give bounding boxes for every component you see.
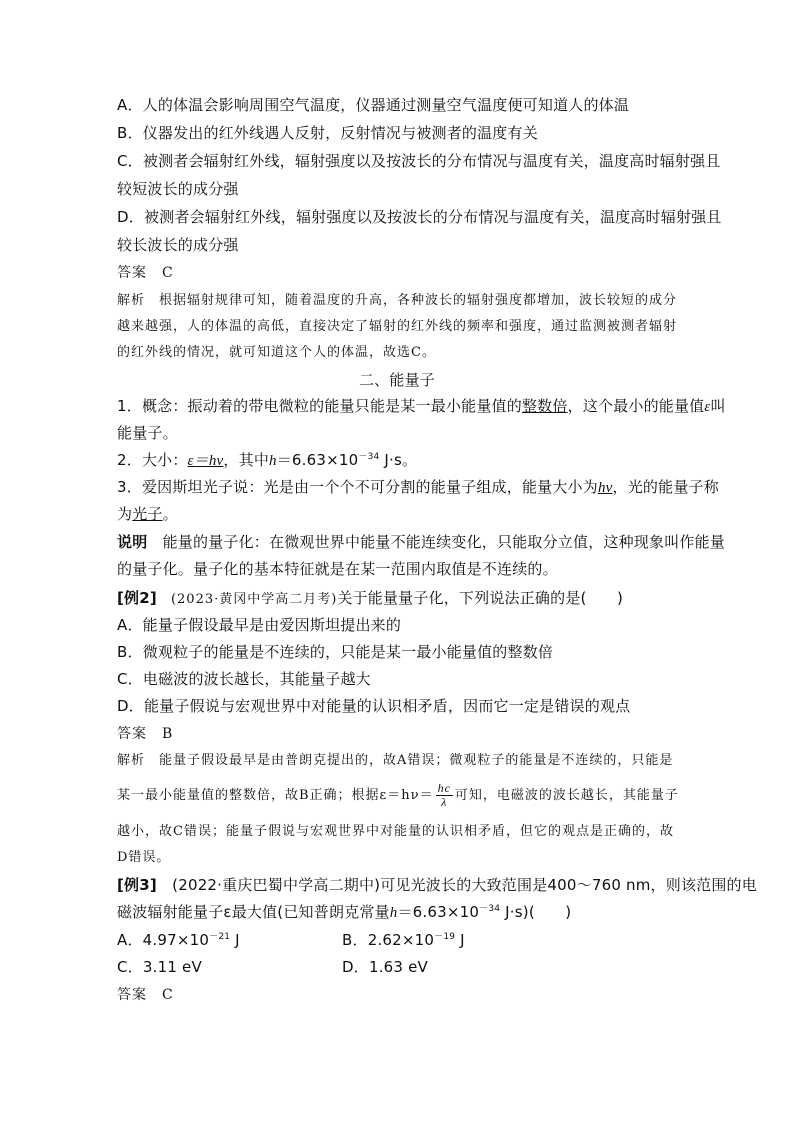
- size-formula: ε＝hν: [187, 453, 224, 469]
- q1-option-d-line1: D．被测者会辐射红外线，辐射强度以及按波长的分布情况与温度有关，温度高时辐射强且: [117, 208, 722, 226]
- q1-option-c-line1: C．被测者会辐射红外线，辐射强度以及按波长的分布情况与温度有关，温度高时辐射强且: [117, 152, 721, 170]
- example3-text2: 磁波辐射能量子ε最大值(已知普朗克常量: [117, 903, 390, 921]
- note-text: 能量的量子化：在微观世界中能量不能连续变化，只能取分立值，这种现象叫作能量: [147, 533, 726, 551]
- example2-option-c: C．电磁波的波长越长，其能量子越大: [117, 670, 371, 688]
- example2-formula-text: 某一最小能量值的整数倍，故B正确；根据ε＝hν＝: [117, 788, 434, 803]
- photon-term: 光子: [132, 505, 163, 523]
- planck-exponent: －34: [358, 452, 380, 462]
- example2-source: (2023·黄冈中学高二月考): [156, 592, 338, 607]
- note-line2: 的量子化。量子化的基本特征就是在某一范围内取值是不连续的。: [117, 560, 558, 578]
- planck-value: ＝6.63×10: [276, 451, 359, 469]
- einstein-line2: [117, 505, 178, 523]
- example3-stem-line1: [117, 876, 757, 894]
- option-a-value: A．4.97×10: [117, 931, 210, 949]
- einstein-line1: [117, 478, 719, 497]
- einstein-text-end: ，光的能量子称: [612, 478, 719, 496]
- planck-symbol: h: [269, 453, 277, 469]
- concept-text-mid: ，这个最小的能量值: [567, 397, 705, 415]
- einstein-text2: 为: [117, 505, 133, 523]
- concept-line1: [117, 397, 726, 416]
- example3-options-row1: [117, 931, 677, 949]
- example3-text2-end: J·s)( ): [500, 903, 572, 921]
- example3-options-row2: [117, 958, 677, 976]
- example3-option-d: D．1.63 eV: [342, 958, 429, 976]
- example3-option-a: [117, 931, 240, 949]
- q1-option-c-line2: 较短波长的成分强: [117, 180, 239, 198]
- concept-text: 1．概念：振动着的带电微粒的能量只能是某一最小能量值的: [117, 397, 522, 415]
- example2-explanation-line4: D错误。: [117, 850, 171, 865]
- example2-option-a: A．能量子假设最早是由爱因斯坦提出来的: [117, 616, 402, 634]
- example2-explanation-line3: 越小，故C错误；能量子假说与宏观世界中对能量的认识相矛盾，但它的观点是正确的，故: [117, 824, 674, 839]
- concept-underlined-term: 整数倍: [521, 397, 568, 415]
- q1-option-d-line2: 较长波长的成分强: [117, 236, 239, 254]
- q1-explanation-line2: 越来越强，人的体温的高低，直接决定了辐射的红外线的频率和强度，通过监测被测者辐射: [117, 319, 678, 334]
- note-line1: [117, 533, 725, 551]
- planck-symbol-2: h: [389, 905, 398, 921]
- example3-label: [例3]: [117, 876, 157, 894]
- example3-text: (2022·重庆巴蜀中学高二期中)可见光波长的大致范围是400～760 nm，则该范围的电: [156, 876, 757, 894]
- example2-answer: 答案 B: [117, 726, 174, 742]
- einstein-formula: hν: [597, 480, 613, 496]
- q1-explanation-line3: 的红外线的情况，就可知道这个人的体温，故选C。: [117, 345, 436, 360]
- q1-explanation-line1: 解析 根据辐射规律可知，随着温度的升高，各种波长的辐射强度都增加，波长较短的成分: [117, 293, 678, 308]
- planck-value-2: ＝6.63×10: [397, 903, 480, 921]
- size-text: ，其中: [223, 451, 270, 469]
- option-b-value: B．2.62×10: [342, 931, 435, 949]
- option-b-unit: J: [455, 931, 465, 949]
- fraction-numerator: hc: [437, 781, 451, 795]
- example2-explanation-line2: [117, 782, 679, 809]
- example2-option-b: B．微观粒子的能量是不连续的，只能是某一最小能量值的整数倍: [117, 643, 554, 661]
- example3-answer: 答案 C: [117, 987, 174, 1003]
- size-label: 2．大小：: [117, 451, 188, 469]
- epsilon-symbol: ε: [704, 399, 711, 415]
- example2-question: 关于能量量子化，下列说法正确的是( ): [337, 589, 624, 607]
- planck-unit: J·s。: [379, 451, 418, 469]
- concept-line2: 能量子。: [117, 424, 178, 442]
- einstein-text2-end: 。: [162, 505, 178, 523]
- einstein-text: 3．爱因斯坦光子说：光是由一个个不可分割的能量子组成，能量大小为: [117, 478, 598, 496]
- fraction-denominator: λ: [441, 795, 448, 809]
- example3-option-c: C．3.11 eV: [117, 958, 202, 976]
- q1-option-b: B．仪器发出的红外线遇人反射，反射情况与被测者的温度有关: [117, 124, 538, 142]
- note-label: 说明: [117, 533, 148, 551]
- q1-option-a: A．人的体温会影响周围空气温度，仪器通过测量空气温度便可知道人的体温: [117, 96, 630, 114]
- size-line: [117, 451, 417, 470]
- example2-label: [例2]: [117, 589, 157, 607]
- section-title: 二、能量子: [358, 371, 435, 389]
- example2-stem: [117, 589, 623, 609]
- option-b-exponent: －19: [434, 932, 456, 942]
- example3-stem-line2: [117, 903, 571, 922]
- q1-answer: 答案 C: [117, 265, 174, 281]
- option-a-exponent: －21: [209, 932, 231, 942]
- option-a-unit: J: [230, 931, 240, 949]
- planck-exponent-2: －34: [479, 904, 501, 914]
- hc-over-lambda-fraction: [436, 782, 453, 809]
- concept-text-end: 叫: [710, 397, 726, 415]
- example2-explanation-line1: 解析 能量子假设最早是由普朗克提出的，故A错误；微观粒子的能量是不连续的，只能是: [117, 753, 674, 768]
- example2-formula-text-end: 可知，电磁波的波长越长，其能量子: [454, 788, 679, 803]
- example3-option-b: [342, 931, 465, 949]
- example2-option-d: D．能量子假说与宏观世界中对能量的认识相矛盾，因而它一定是错误的观点: [117, 697, 631, 715]
